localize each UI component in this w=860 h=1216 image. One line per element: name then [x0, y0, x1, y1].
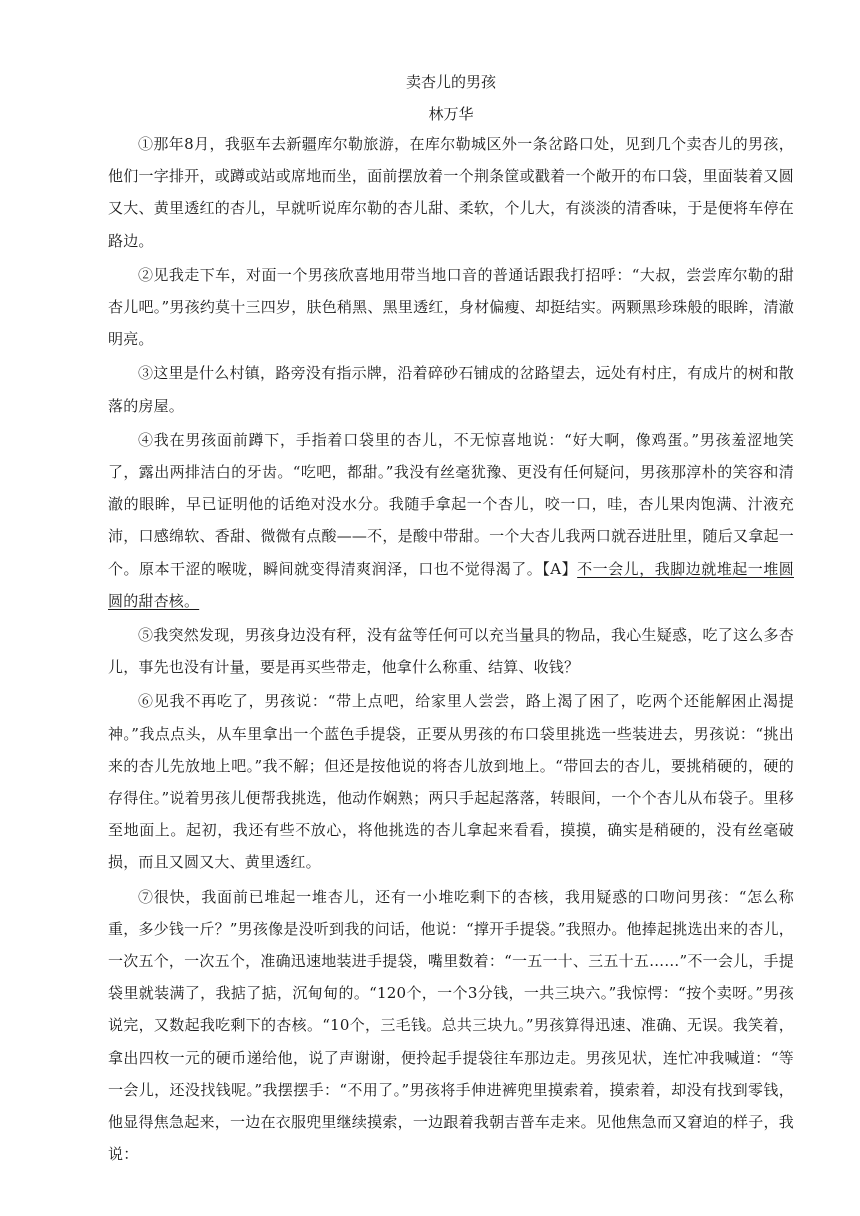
- paragraph-text: ⑤我突然发现，男孩身边没有秤，没有盆等任何可以充当量具的物品，我心生疑惑，吃了这么多杏儿，事先也没有计量，要是再买些带走，他拿什么称重、结算、收钱？: [108, 626, 794, 677]
- document-page: [108, 62, 794, 1173]
- paragraph-text: ①那年8月，我驱车去新疆库尔勒旅游，在库尔勒城区外一条岔路口处，见到几个卖杏儿的男孩，他们一字排开，或蹲或站或席地而坐，面前摆放着一个荆条筐或戳着一个敞开的布口袋，里面装着又圆又大、黄里透红的杏儿，早就听说库尔勒的杏儿甜、柔软，个儿大，有淡淡的清香味，于是便将车停在路边。: [108, 135, 794, 250]
- paragraph-3: [108, 357, 794, 421]
- paragraph-1: [108, 128, 794, 257]
- paragraph-5: [108, 619, 794, 683]
- paragraph-4: [108, 424, 794, 617]
- paragraph-2: [108, 259, 794, 356]
- document-title: 卖杏儿的男孩: [405, 73, 496, 91]
- paragraph-text: ⑦很快，我面前已堆起一堆杏儿，还有一小堆吃剩下的杏核，我用疑惑的口吻问男孩：“怎么称重，多少钱一斤？”男孩像是没听到我的问话，他说：“撑开手提袋。”我照办。他捧起挑选出来的杏儿，一次五个，一次五个，准确迅速地装进手提袋，嘴里数着：“一五一十、三五十五……”不一会儿，手提袋里就装满了，我掂了掂，沉甸甸的。“120个，一个3分钱，一共三块六。”我惊愕：“按个卖呀。”男孩说完，又数起我吃剩下的杏核。“10个，三毛钱。总共三块九。”男孩算得迅速、准确、无误。我笑着，拿出四枚一元的硬币递给他，说了声谢谢，便拎起手提袋往车那边走。男孩见状，连忙冲我喊道：“等一会儿，还没找钱呢。”我摆摆手：“不用了。”男孩将手伸进裤兜里摸索着，摸索着，却没有找到零钱，他显得焦急起来，一边在衣服兜里继续摸索，一边跟着我朝吉普车走来。见他焦急而又窘迫的样子，我说：: [108, 887, 794, 1164]
- paragraph-text: ③这里是什么村镇，路旁没有指示牌，沿着碎砂石铺成的岔路望去，远处有村庄，有成片的树和散落的房屋。: [108, 364, 794, 415]
- paragraph-7: [108, 881, 794, 1171]
- paragraph-text: ④我在男孩面前蹲下，手指着口袋里的杏儿，不无惊喜地说：“好大啊，像鸡蛋。”男孩羞涩地笑了，露出两排洁白的牙齿。“吃吧，都甜。”我没有丝毫犹豫、更没有任何疑问，男孩那淳朴的笑容和清澈的眼眸，早已证明他的话绝对没水分。我随手拿起一个杏儿，咬一口，哇，杏儿果肉饱满、汁液充沛，口感绵软、香甜、微微有点酸——不，是酸中带甜。一个大杏儿我两口就吞进肚里，随后又拿起一个。原本干涩的喉咙，瞬间就变得清爽润泽，口也不觉得渴了。【A】: [108, 430, 794, 578]
- document-author: 林万华: [428, 105, 474, 123]
- paragraph-6: [108, 685, 794, 878]
- paragraph-text: ②见我走下车，对面一个男孩欣喜地用带当地口音的普通话跟我打招呼：“大叔，尝尝库尔勒的甜杏儿吧。”男孩约莫十三四岁，肤色稍黑、黑里透红，身材偏瘦、却挺结实。两颗黑珍珠般的眼眸，清澈明亮。: [108, 265, 794, 349]
- underlined-sentence: 不一会儿，我脚边就堆起一堆圆圆的甜杏核。: [108, 559, 794, 610]
- paragraph-text: ⑥见我不再吃了，男孩说：“带上点吧，给家里人尝尝，路上渴了困了，吃两个还能解困止渴提神。”我点点头，从车里拿出一个蓝色手提袋，正要从男孩的布口袋里挑选一些装进去，男孩说：“挑出来的杏儿先放地上吧。”我不解；但还是按他说的将杏儿放到地上。“带回去的杏儿，要挑稍硬的，硬的存得住。”说着男孩儿便帮我挑选，他动作娴熟；两只手起起落落，转眼间，一个个杏儿从布袋子。里移至地面上。起初，我还有些不放心，将他挑选的杏儿拿起来看看，摸摸，确实是稍硬的，没有丝毫破损，而且又圆又大、黄里透红。: [108, 692, 794, 872]
